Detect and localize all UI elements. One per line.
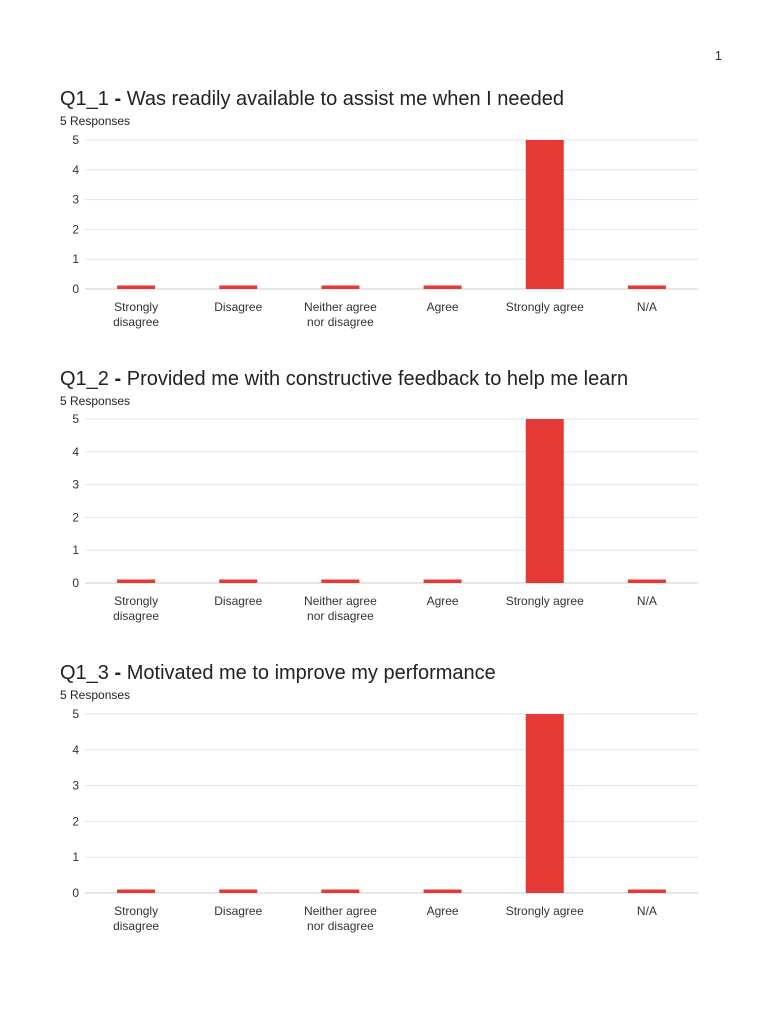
question-separator: - [114,662,122,684]
x-tick-label: N/A [636,904,657,918]
bar [526,714,564,893]
question-text: Motivated me to improve my performance [126,662,496,684]
question-text: Provided me with constructive feedback to help me learn [126,368,629,390]
question-id: Q1_2 [60,368,109,390]
y-tick-label: 3 [72,192,79,207]
bar [321,890,359,894]
x-tick-label: Disagree [214,594,263,608]
question-separator: - [114,88,122,110]
page-number: 1 [714,48,722,63]
y-tick-label: 2 [72,510,79,525]
bar [117,890,155,894]
question-id: Q1_3 [60,662,109,684]
x-tick-label: Strongly disagree [113,904,160,933]
x-tick-label: Neither agree nor disagree [304,300,377,329]
x-tick-label: Agree [426,904,459,918]
y-tick-label: 5 [72,412,79,426]
y-tick-label: 5 [72,707,79,721]
x-tick-label: Strongly agree [505,904,584,918]
x-tick-label: Strongly disagree [113,594,160,623]
x-tick-label: Strongly disagree [113,300,160,329]
question-id: Q1_1 [60,88,109,110]
y-tick-label: 0 [72,282,79,296]
y-tick-label: 1 [72,850,79,865]
x-tick-label: N/A [636,594,657,608]
y-tick-label: 1 [72,543,79,558]
response-count: 5 Responses [60,688,131,702]
y-tick-label: 4 [72,742,79,757]
y-tick-label: 4 [72,162,79,177]
response-count: 5 Responses [60,394,131,408]
x-tick-label: Strongly agree [505,594,584,608]
y-tick-label: 3 [72,778,79,793]
y-tick-label: 2 [72,814,79,829]
question-text: Was readily available to assist me when I needed [126,88,564,110]
y-tick-label: 3 [72,477,79,492]
x-tick-label: Disagree [214,300,263,314]
x-tick-label: Strongly agree [505,300,584,314]
x-tick-label: Agree [426,594,459,608]
x-tick-label: Neither agree nor disagree [304,904,377,933]
x-tick-label: Neither agree nor disagree [304,594,377,623]
response-count: 5 Responses [60,114,131,128]
x-tick-label: Disagree [214,904,263,918]
y-tick-label: 2 [72,222,79,237]
bar [628,890,666,894]
x-tick-label: N/A [636,300,657,314]
y-tick-label: 4 [72,444,79,459]
bar [219,890,257,894]
bar [424,890,462,894]
question-separator: - [114,368,122,390]
x-tick-label: Agree [426,300,459,314]
y-tick-label: 1 [72,252,79,267]
y-tick-label: 0 [72,576,79,590]
y-tick-label: 5 [72,133,79,147]
y-tick-label: 0 [72,886,79,900]
